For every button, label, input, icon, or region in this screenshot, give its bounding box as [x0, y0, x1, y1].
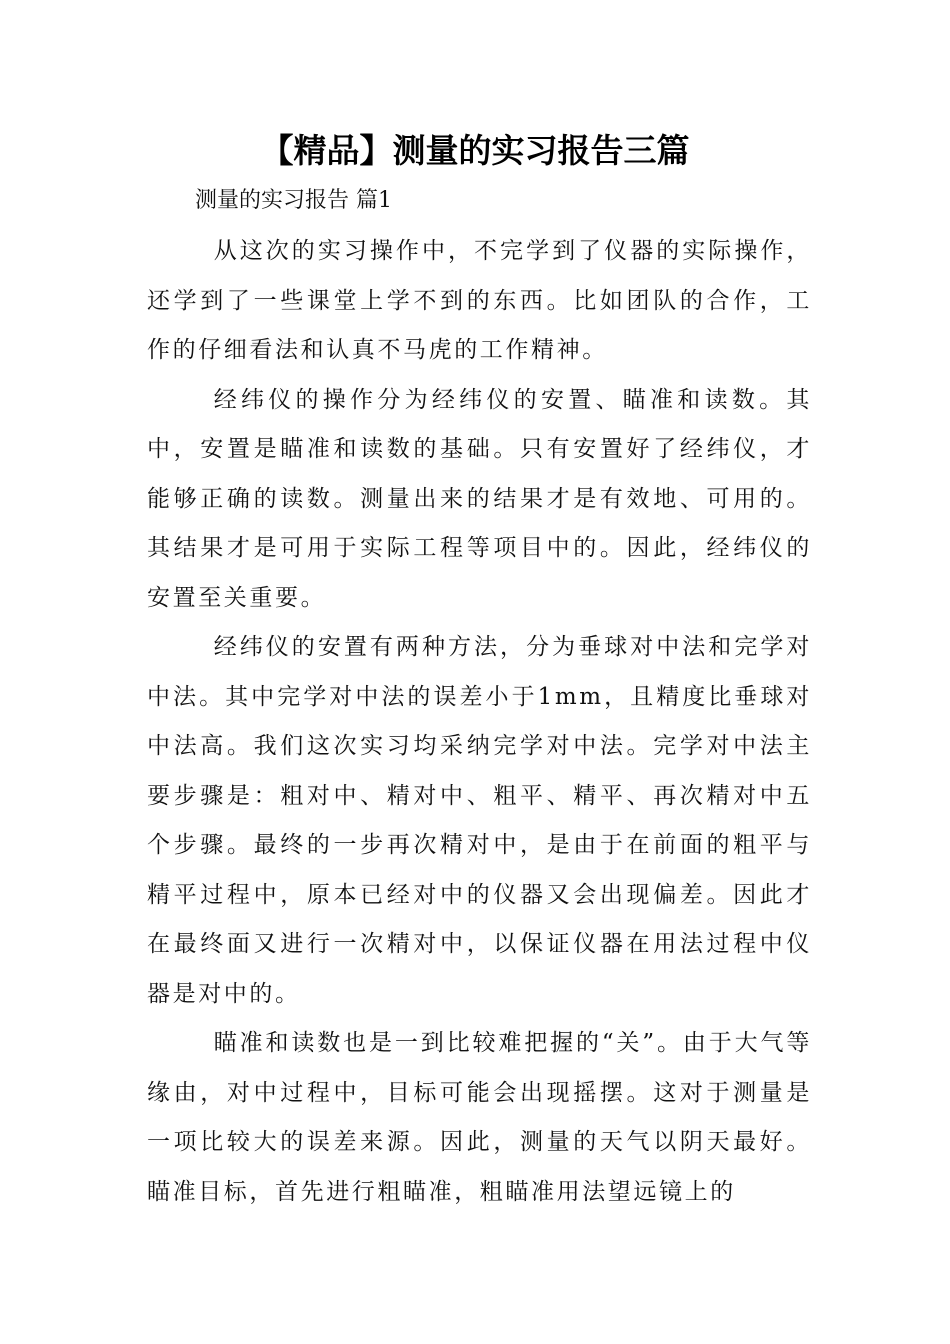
paragraph: 经纬仪的操作分为经纬仪的安置、瞄准和读数。其中，安置是瞄准和读数的基础。只有安置好了经纬仪，才能够正确的读数。测量出来的结果才是有效地、可用的。其结果才是可用于实际工程等项目中的。因此，经纬仪的安置至关重要。 — [147, 386, 812, 611]
paragraph: 瞄准和读数也是一到比较难把握的“关”。由于大气等缘由，对中过程中，目标可能会出现摇摆。这对于测量是一项比较大的误差来源。因此，测量的天气以阴天最好。瞄准目标，首先进行粗瞄准，粗瞄准用法望远镜上的 — [147, 1030, 812, 1205]
section-heading: 测量的实习报告 篇1 — [195, 188, 392, 213]
document-title: 【精品】测量的实习报告三篇 — [260, 131, 690, 170]
document-body — [147, 227, 812, 1217]
paragraph: 经纬仪的安置有两种方法，分为垂球对中法和完学对中法。其中完学对中法的误差小于1mm，且精度比垂球对中法高。我们这次实习均采纳完学对中法。完学对中法主要步骤是：粗对中、精对中、粗平、精平、再次精对中五个步骤。最终的一步再次精对中，是由于在前面的粗平与精平过程中，原本已经对中的仪器又会出现偏差。因此才在最终面又进行一次精对中，以保证仪器在用法过程中仪器是对中的。 — [147, 634, 812, 1007]
paragraph: 从这次的实习操作中，不完学到了仪器的实际操作，还学到了一些课堂上学不到的东西。比如团队的合作，工作的仔细看法和认真不马虎的工作精神。 — [147, 238, 812, 363]
